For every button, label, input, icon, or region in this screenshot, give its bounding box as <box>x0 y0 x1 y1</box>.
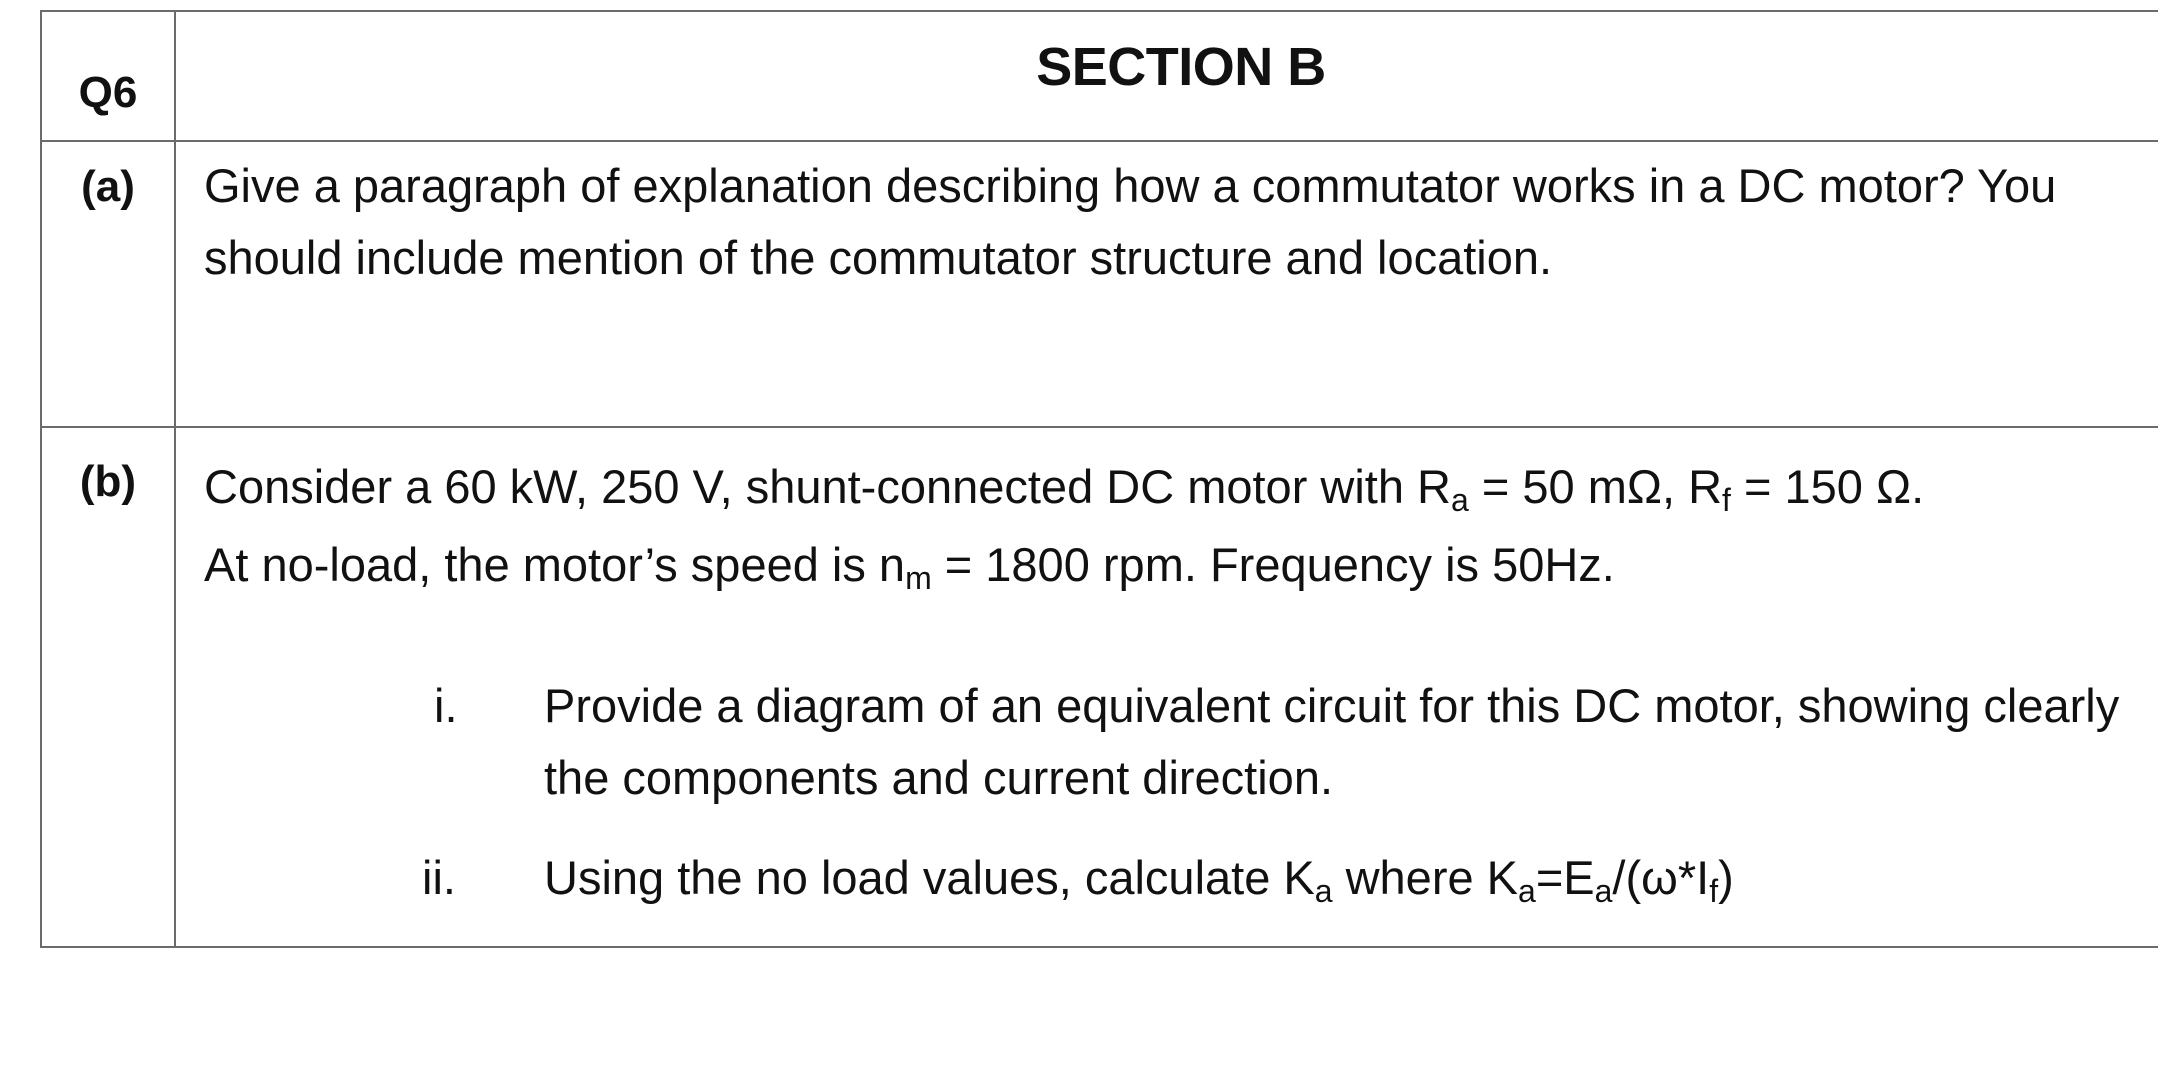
intro-subscript-a: a <box>1451 481 1469 518</box>
subquestion-ii-subscript-4: f <box>1709 872 1719 909</box>
subquestion-ii-subscript-1: a <box>1314 872 1333 909</box>
subquestion-ii-subscript-2: a <box>1518 872 1536 909</box>
part-b-content-cell <box>175 427 2158 947</box>
subquestion-list <box>176 670 2158 914</box>
question-table <box>40 10 2158 948</box>
part-a-content-cell <box>175 141 2158 427</box>
intro-text-4: At no-load, the motor’s speed is n <box>204 537 906 591</box>
subquestion-i <box>176 670 2158 814</box>
intro-text-1: Consider a 60 kW, 250 V, shunt-connected DC motor with R <box>204 459 1451 513</box>
part-a-text: Give a paragraph of explanation describing how a commutator works in a DC motor? You should include mention of the commutator structure and location. <box>204 159 2057 285</box>
intro-text-2: = 50 mΩ, R <box>1468 459 1723 513</box>
subquestion-i-marker: i. <box>434 678 458 732</box>
intro-text-5: = 1800 rpm. Frequency is 50Hz. <box>931 537 1615 591</box>
question-number-cell <box>41 11 175 141</box>
part-b-label-cell <box>41 427 175 947</box>
intro-subscript-f: f <box>1722 481 1731 518</box>
subquestion-ii-text-4: /(ω*I <box>1612 850 1710 904</box>
subquestion-ii-text-5: ) <box>1718 850 1734 904</box>
part-b-label: (b) <box>79 456 137 506</box>
subquestion-ii-subscript-3: a <box>1594 872 1613 909</box>
part-a-label: (a) <box>81 162 135 212</box>
subquestion-ii-text-2: where K <box>1332 850 1519 904</box>
section-title-cell <box>175 11 2158 141</box>
section-title: SECTION B <box>1036 37 1326 97</box>
question-number: Q6 <box>78 68 138 117</box>
intro-subscript-m: m <box>905 559 932 596</box>
subquestion-ii-marker: ii. <box>422 850 456 904</box>
subquestion-i-text: Provide a diagram of an equivalent circuit for this DC motor, showing clearly the components and current direction. <box>544 678 2120 804</box>
part-a-row <box>41 141 2158 427</box>
subquestion-ii-text-3: =E <box>1535 850 1595 904</box>
part-b-row <box>41 427 2158 947</box>
subquestion-ii <box>176 842 2158 914</box>
part-b-intro <box>176 428 2158 604</box>
part-a-label-cell <box>41 141 175 427</box>
header-row <box>41 11 2158 141</box>
intro-text-3: = 150 Ω. <box>1730 459 1925 513</box>
subquestion-ii-text-1: Using the no load values, calculate K <box>544 850 1315 904</box>
